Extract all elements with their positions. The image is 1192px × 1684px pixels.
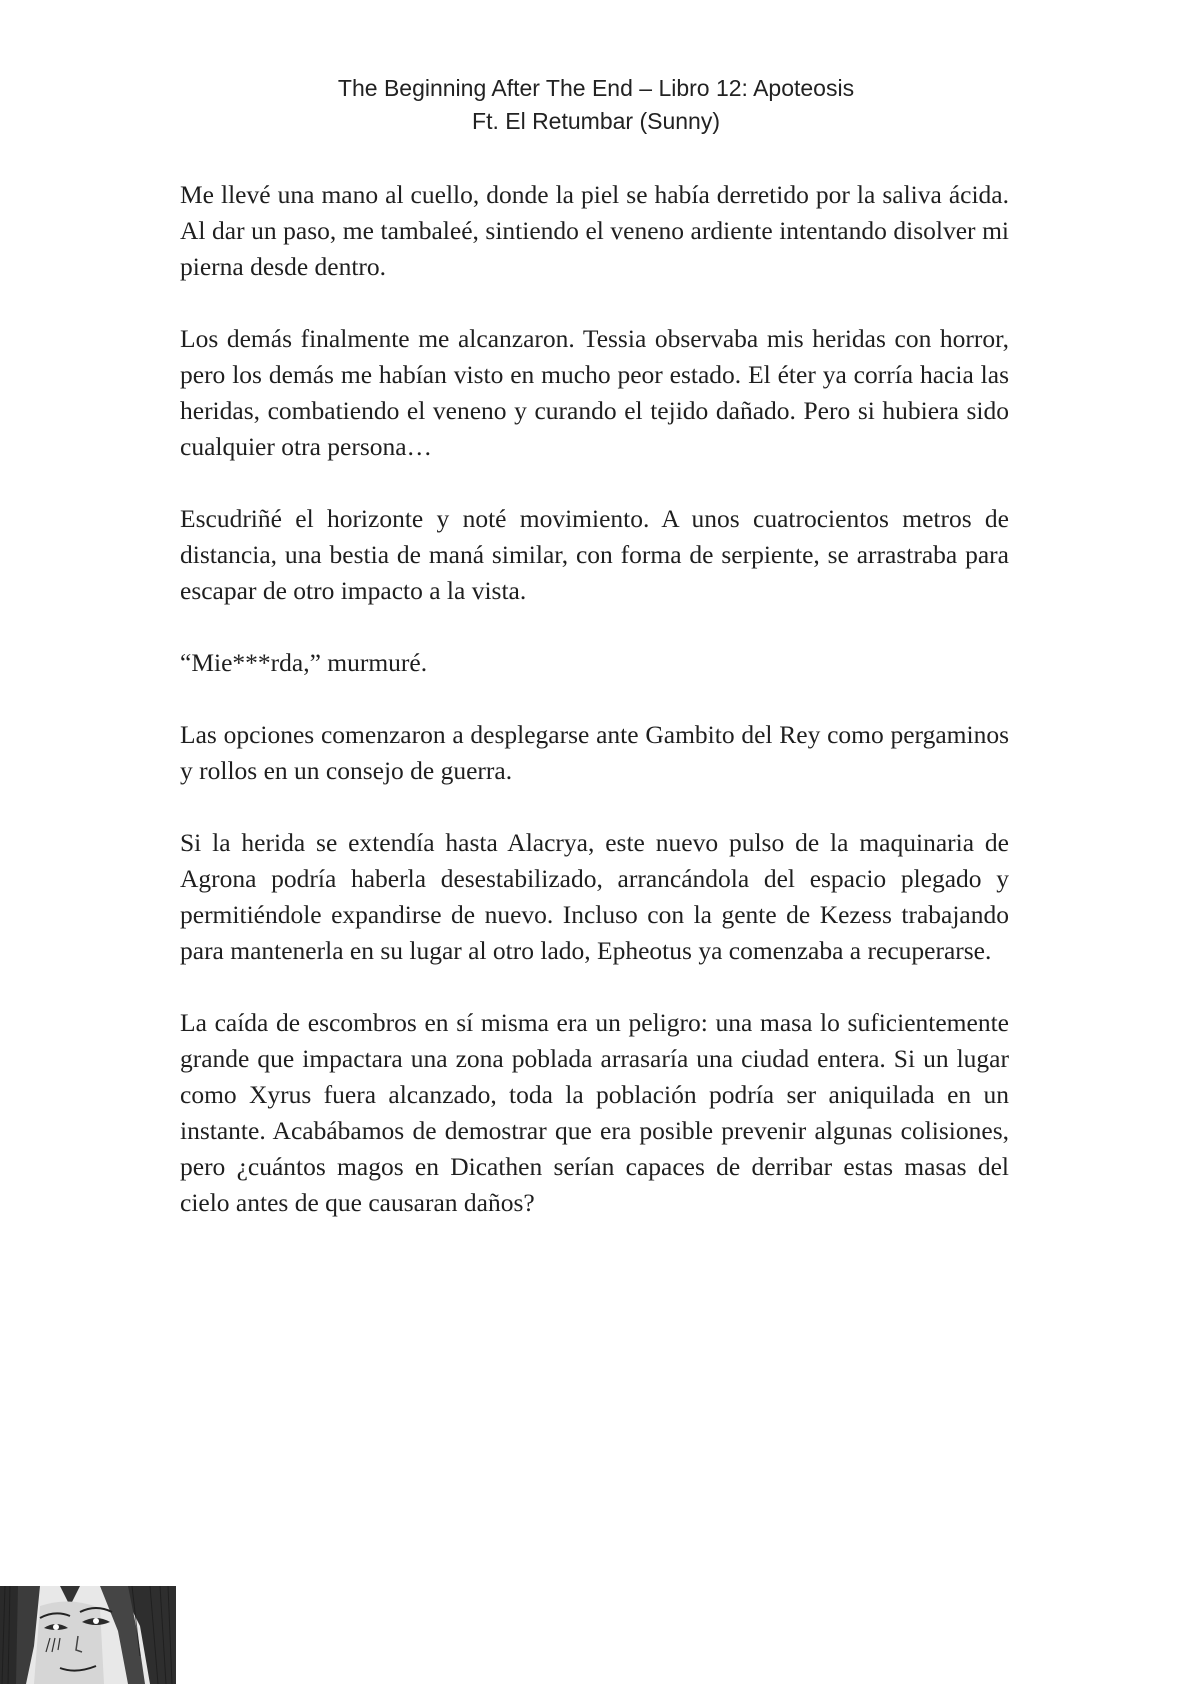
corner-portrait-image xyxy=(0,1586,176,1684)
page-header xyxy=(0,72,1192,138)
paragraph: La caída de escombros en sí misma era un peligro: una masa lo suficientemente grande que impactara una zona poblada arrasaría una ciudad entera. Si un lugar como Xyrus fuera alcanzado, toda la población podría ser aniquilada en un instante. Acabábamos de demostrar que era posible prevenir algunas colisiones, pero ¿cuántos magos en Dicathen serían capaces de derribar estas masas del cielo antes de que causaran daños? xyxy=(180,1008,1009,1217)
paragraph: Me llevé una mano al cuello, donde la piel se había derretido por la saliva ácida. Al dar un paso, me tambaleé, sintiendo el veneno ardiente intentando disolver mi pierna desde dentro. xyxy=(180,180,1009,281)
paragraph: Los demás finalmente me alcanzaron. Tessia observaba mis heridas con horror, pero los demás me habían visto en mucho peor estado. El éter ya corría hacia las heridas, combatiendo el veneno y curando el tejido dañado. Pero si hubiera sido cualquier otra persona… xyxy=(180,324,1009,461)
paragraph: Escudriñé el horizonte y noté movimiento. A unos cuatrocientos metros de distancia, una bestia de maná similar, con forma de serpiente, se arrastraba para escapar de otro impacto a la vista. xyxy=(180,504,1009,605)
paragraph: “Mie***rda,” murmuré. xyxy=(180,648,428,677)
manga-portrait-drawing xyxy=(0,1586,176,1684)
paragraph: Las opciones comenzaron a desplegarse ante Gambito del Rey como pergaminos y rollos en un consejo de guerra. xyxy=(180,720,1009,785)
page-body xyxy=(180,177,1009,1221)
book-title: The Beginning After The End – Libro 12: Apoteosis xyxy=(337,75,855,101)
paragraph: Si la herida se extendía hasta Alacrya, este nuevo pulso de la maquinaria de Agrona podría haberla desestabilizado, arrancándola del espacio plegado y permitiéndole expandirse de nuevo. Incluso con la gente de Kezess trabajando para mantenerla en su lugar al otro lado, Epheotus ya comenzaba a recuperarse. xyxy=(180,828,1009,965)
translator-credit: Ft. El Retumbar (Sunny) xyxy=(472,108,720,134)
